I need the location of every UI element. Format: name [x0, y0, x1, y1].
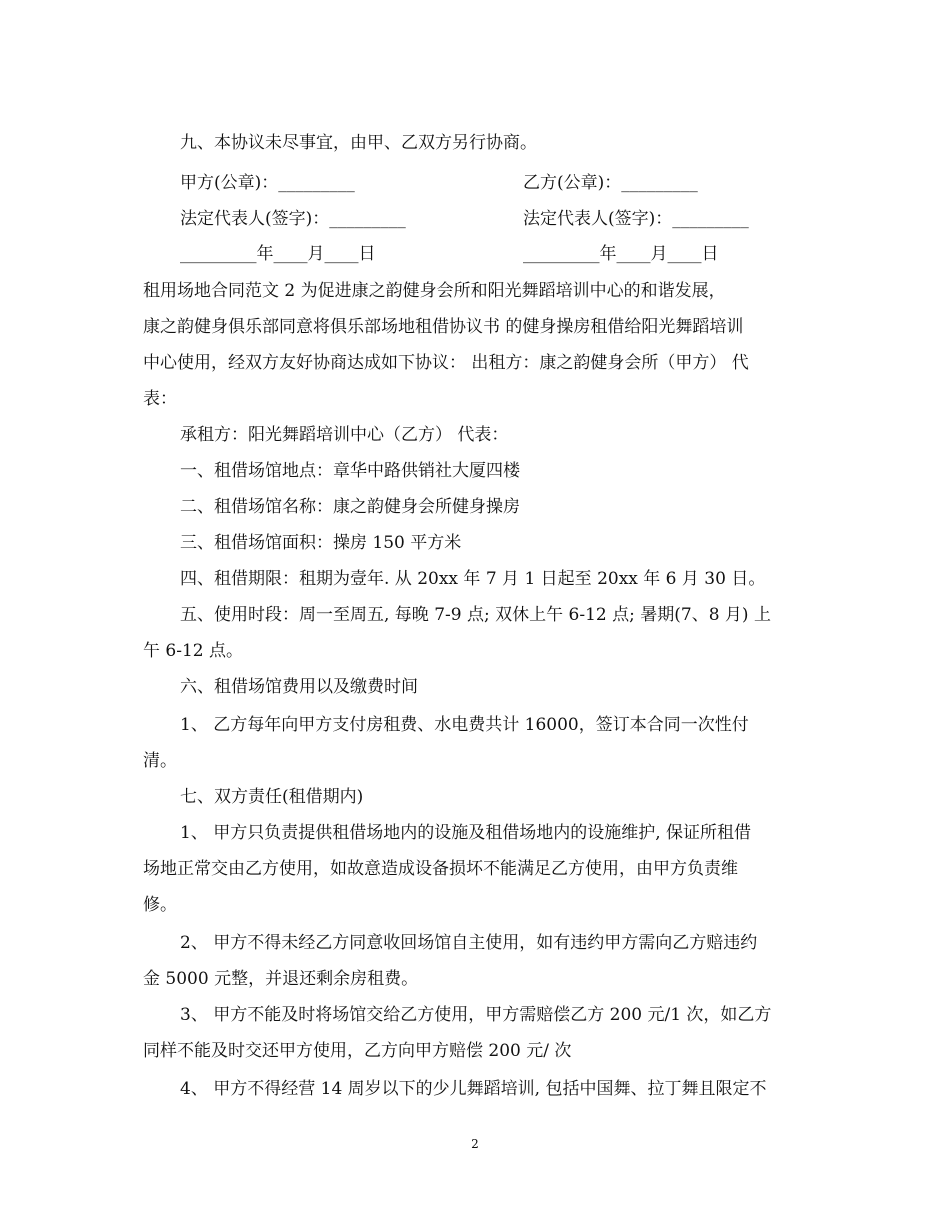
body-line: 1、 甲方只负责提供租借场地内的设施及租借场地内的设施维护, 保证所租借 [180, 823, 752, 843]
body-line: 金 5000 元整，并退还剩余房租费。 [143, 969, 419, 989]
body-line: 同样不能及时交还甲方使用，乙方向甲方赔偿 200 元/ 次 [143, 1041, 572, 1061]
body-line: 承租方：阳光舞蹈培训中心（乙方） 代表： [180, 425, 509, 445]
intro-line: 康之韵健身俱乐部同意将俱乐部场地租借协议书 的健身操房租借给阳光舞蹈培训 [143, 317, 744, 337]
intro-line: 表： [143, 389, 177, 409]
party-a-representative-line: 法定代表人(签字)：_________ [180, 209, 406, 229]
body-line: 1、 乙方每年向甲方支付房租费、水电费共计 16000，签订本合同一次性付 [180, 715, 749, 735]
body-line: 五、使用时段：周一至周五, 每晚 7-9 点; 双休上午 6-12 点; 暑期(7、8 月) 上 [180, 605, 771, 625]
body-line: 场地正常交由乙方使用，如故意造成设备损坏不能满足乙方使用，由甲方负责维 [143, 859, 738, 879]
body-line: 4、 甲方不得经营 14 周岁以下的少儿舞蹈培训, 包括中国舞、拉丁舞且限定不 [180, 1079, 767, 1099]
party-a-date-line: _________年____月____日 [180, 244, 376, 264]
body-line: 午 6-12 点。 [143, 641, 243, 661]
intro-line: 租用场地合同范文 2 为促进康之韵健身会所和阳光舞蹈培训中心的和谐发展， [143, 281, 726, 301]
intro-line: 中心使用，经双方友好协商达成如下协议： 出租方：康之韵健身会所（甲方） 代 [143, 353, 749, 373]
clause-9: 九、本协议未尽事宜，由甲、乙双方另行协商。 [180, 133, 537, 153]
body-line: 七、双方责任(租借期内) [180, 787, 364, 807]
body-line: 一、租借场馆地点：章华中路供销社大厦四楼 [180, 461, 520, 481]
body-line: 修。 [143, 895, 177, 915]
page-number: 2 [471, 1137, 479, 1151]
body-line: 三、租借场馆面积：操房 150 平方米 [180, 533, 462, 553]
party-b-seal-line: 乙方(公章)：_________ [523, 173, 698, 193]
body-line: 清。 [143, 751, 177, 771]
body-line: 2、 甲方不得未经乙方同意收回场馆自主使用，如有违约甲方需向乙方赔违约 [180, 933, 758, 953]
body-line: 二、租借场馆名称：康之韵健身会所健身操房 [180, 497, 520, 517]
party-b-representative-line: 法定代表人(签字)：_________ [523, 209, 749, 229]
party-b-date-line: _________年____月____日 [523, 244, 719, 264]
body-line: 四、租借期限：租期为壹年. 从 20xx 年 7 月 1 日起至 20xx 年 6 月 30 日。 [180, 569, 766, 589]
party-a-seal-line: 甲方(公章)：_________ [180, 173, 355, 193]
body-line: 3、 甲方不能及时将场馆交给乙方使用，甲方需赔偿乙方 200 元/1 次，如乙方 [180, 1005, 772, 1025]
body-line: 六、租借场馆费用以及缴费时间 [180, 677, 418, 697]
